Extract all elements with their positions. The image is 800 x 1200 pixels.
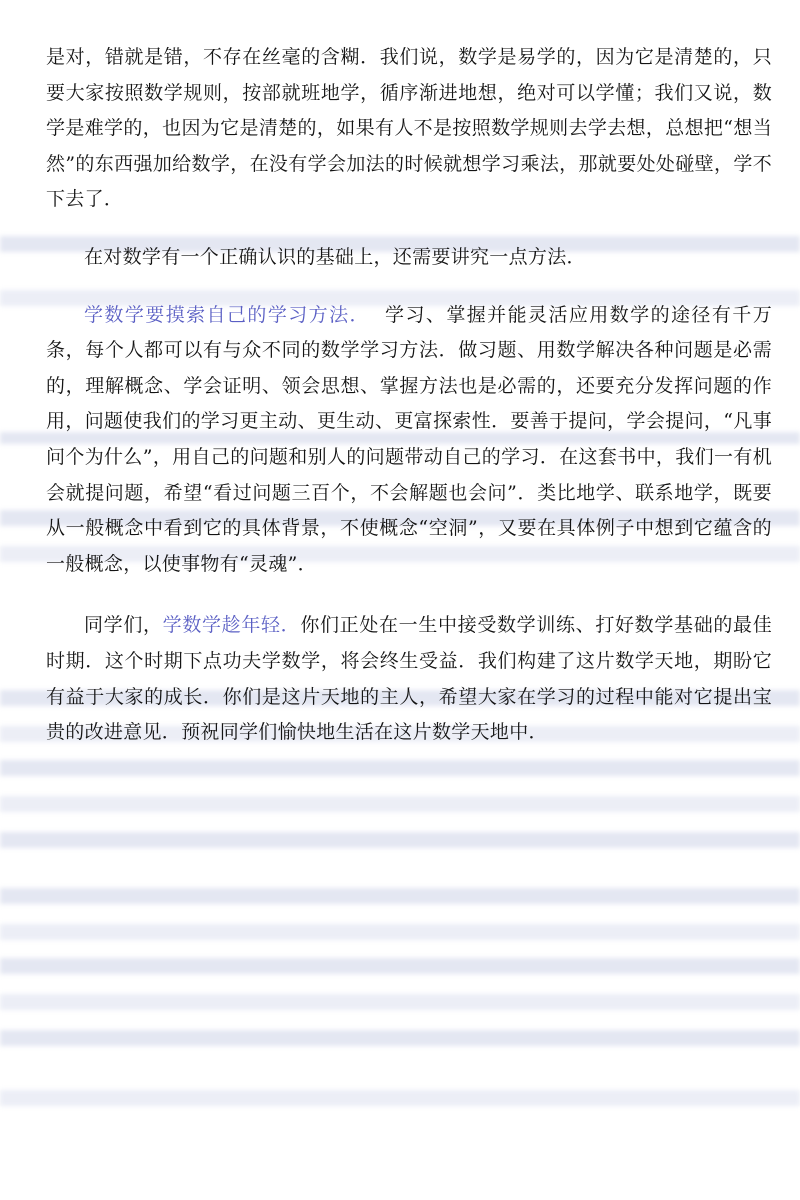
emphasis-heading: 学数学趁年轻． xyxy=(162,614,301,637)
emphasis-heading: 学数学要摸索自己的学习方法． xyxy=(84,303,370,326)
paragraph: 在对数学有一个正确认识的基础上，还需要讲究一点方法． xyxy=(84,245,586,268)
bleed-through-line xyxy=(0,924,800,940)
bleed-through-line xyxy=(0,958,800,974)
paragraph-body: 学习、掌握并能灵活应用数学的途径有千万条，每个人都可以有与众不同的数学学习方法．做习题、用数学解决各种问题是必需的，理解概念、学会证明、领会思想、掌握方法也是必需的，还要充分发挥问题的作用，问题使我们的学习更主动、更生动、更富探索性．要善于提问，学会提问，“凡事问个为什么”，用自己的问题和别人的问题带动自己的学习．在这套书中，我们一有机会就提问题，希望“看过问题三百个，不会解题也会问”．类比地学、联系地学，既要从一般概念中看到它的具体背景，不使概念“空洞”，又要在具体例子中想到它蕴含的一般概念，以使事物有“灵魂”． xyxy=(46,303,772,575)
bleed-through-line xyxy=(0,760,800,776)
paragraph: 是对，错就是错，不存在丝毫的含糊．我们说，数学是易学的，因为它是清楚的，只要大家按照数学规则，按部就班地学，循序渐进地想，绝对可以学懂；我们又说，数学是难学的，也因为它是清楚的，如果有人不是按照数学规则去学去想，总想把“想当然”的东西强加给数学，在没有学会加法的时候就想学习乘法，那就要处处碰壁，学不下去了． xyxy=(46,46,772,211)
bleed-through-line xyxy=(0,1090,800,1106)
bleed-through-line xyxy=(0,994,800,1010)
paragraph-spacer xyxy=(46,582,772,608)
paragraph xyxy=(46,298,772,583)
bleed-through-line xyxy=(0,796,800,812)
bleed-through-line xyxy=(0,888,800,904)
bleed-through-line xyxy=(0,1030,800,1046)
paragraph-spacer xyxy=(46,276,772,298)
paragraph xyxy=(46,608,772,750)
paragraph-spacer xyxy=(46,218,772,240)
bleed-through-line xyxy=(0,832,800,848)
paragraph-lead: 同学们， xyxy=(84,614,163,637)
paragraph-body: 你们正处在一生中接受数学训练、打好数学基础的最佳时期．这个时期下点功夫学数学，将会终生受益．我们构建了这片数学天地，期盼它有益于大家的成长．你们是这片天地的主人，希望大家在学习的过程中能对它提出宝贵的改进意见．预祝同学们愉快地生活在这片数学天地中． xyxy=(46,614,772,744)
body-text xyxy=(46,40,772,751)
